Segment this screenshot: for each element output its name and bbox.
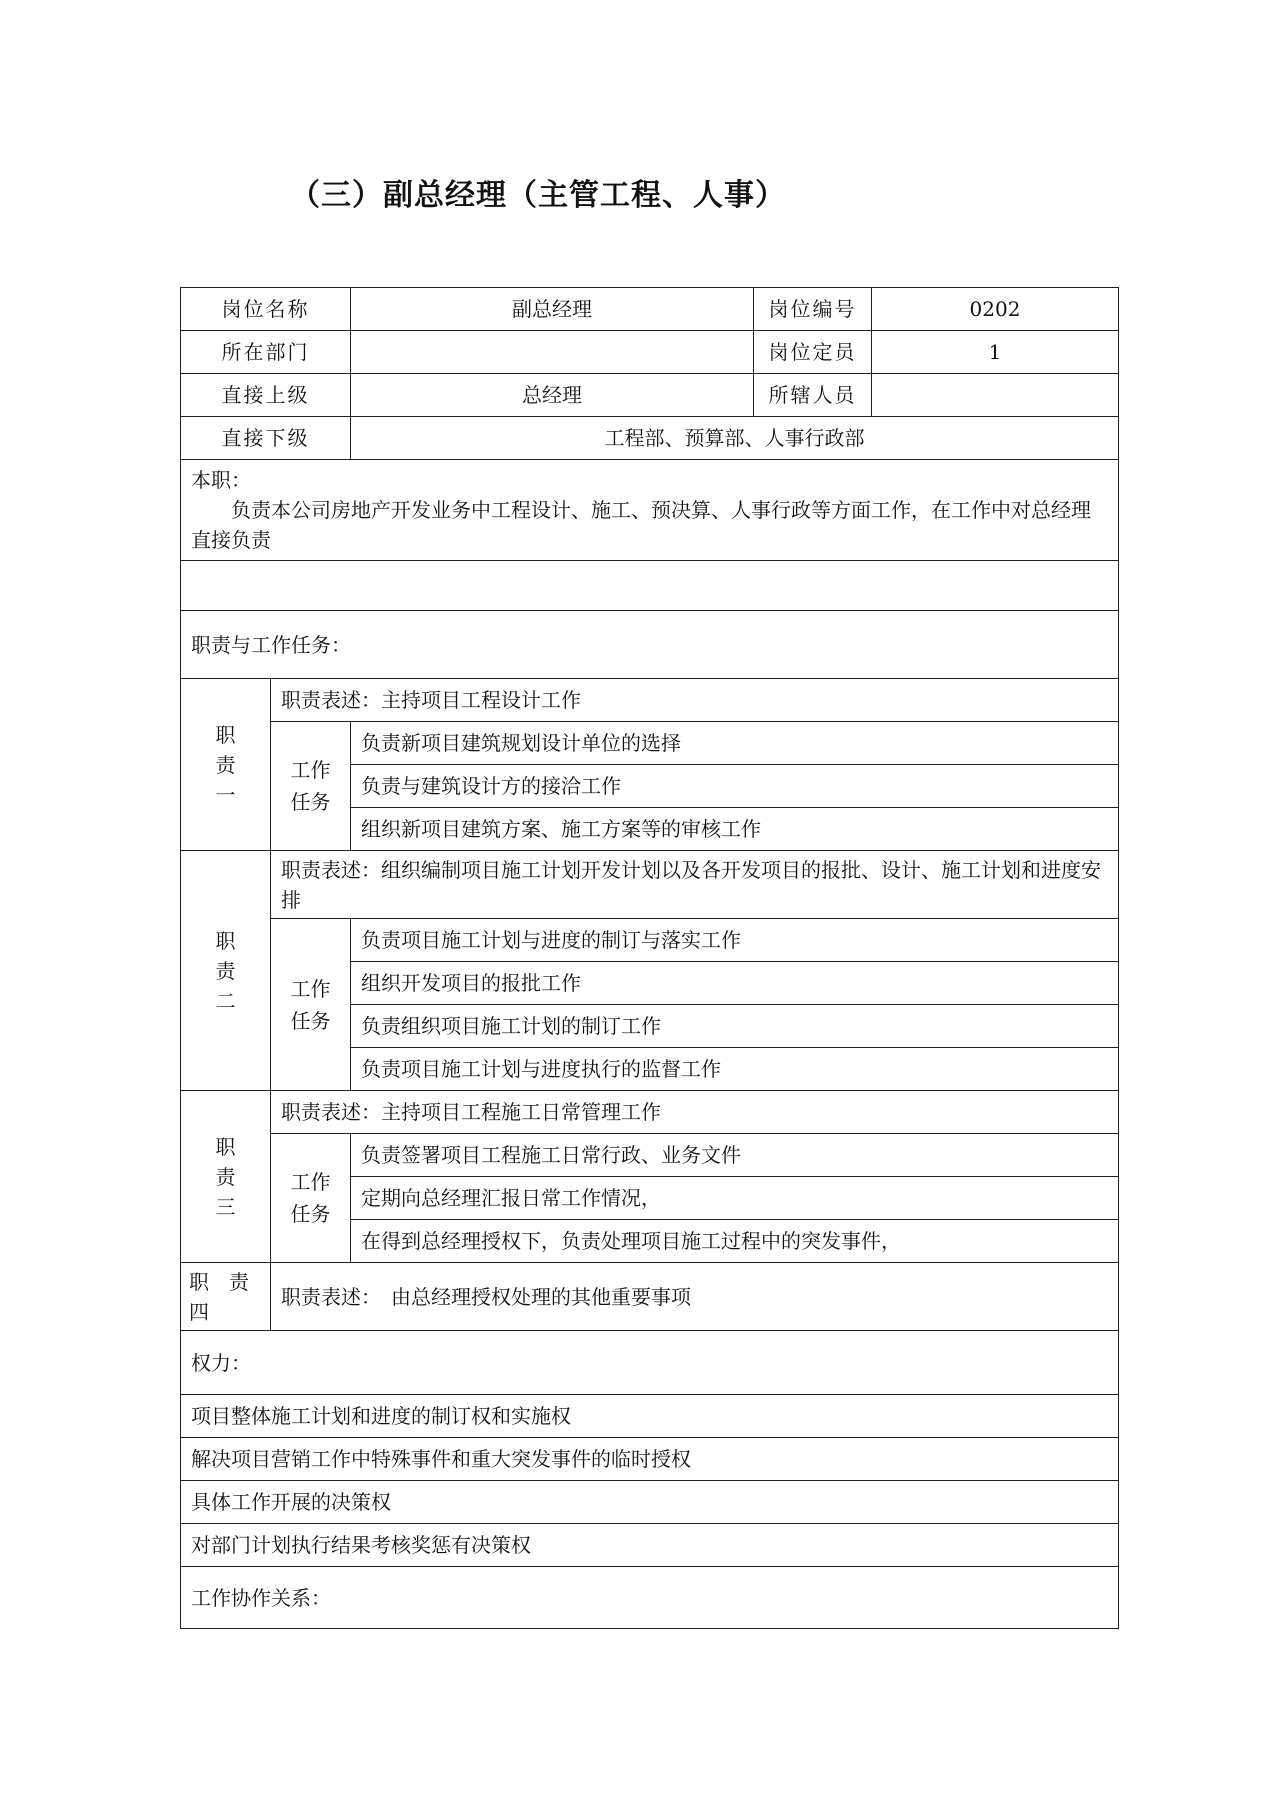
table-row [181, 1134, 1119, 1177]
duty-1-label [181, 679, 271, 851]
page-title: （三）副总经理（主管工程、人事） [290, 178, 786, 213]
headcount-value: 1 [872, 331, 1119, 374]
table-row [181, 374, 1119, 417]
power-item: 对部门计划执行结果考核奖惩有决策权 [181, 1524, 1119, 1567]
duty-2-task-1: 负责项目施工计划与进度的制订与落实工作 [351, 919, 1119, 962]
table-row [181, 561, 1119, 611]
duty-4-label: 职 责四 [181, 1263, 271, 1331]
table-row [181, 1524, 1119, 1567]
role-cell [181, 460, 1119, 561]
subordinates-count-value [872, 374, 1119, 417]
duty-3-label [181, 1091, 271, 1263]
table-row [181, 851, 1119, 919]
department-label: 所在部门 [181, 331, 351, 374]
subordinates-count-label: 所辖人员 [754, 374, 872, 417]
role-text: 负责本公司房地产开发业务中工程设计、施工、预决算、人事行政等方面工作，在工作中对总经理直接负责 [191, 498, 1091, 552]
task-label-text: 工作任务 [290, 758, 331, 814]
table-row [181, 722, 1119, 765]
table-row [181, 1438, 1119, 1481]
table-row [181, 919, 1119, 962]
duty-2-task-2: 组织开发项目的报批工作 [351, 962, 1119, 1005]
powers-header: 权力： [181, 1331, 1119, 1395]
superior-label: 直接上级 [181, 374, 351, 417]
power-item: 项目整体施工计划和进度的制订权和实施权 [181, 1395, 1119, 1438]
table-row [181, 679, 1119, 722]
duty-1-task-3: 组织新项目建筑方案、施工方案等的审核工作 [351, 808, 1119, 851]
task-label [271, 919, 351, 1091]
duty-2-task-3: 负责组织项目施工计划的制订工作 [351, 1005, 1119, 1048]
task-label [271, 1134, 351, 1263]
table-row [181, 417, 1119, 460]
table-row [181, 1481, 1119, 1524]
duty-3-task-3: 在得到总经理授权下，负责处理项目施工过程中的突发事件， [351, 1220, 1119, 1263]
duties-header: 职责与工作任务： [181, 611, 1119, 679]
duty-1-task-2: 负责与建筑设计方的接洽工作 [351, 765, 1119, 808]
role-label: 本职： [191, 468, 251, 492]
empty-cell [181, 561, 1119, 611]
position-name-label: 岗位名称 [181, 288, 351, 331]
table-row [181, 1567, 1119, 1629]
cooperation-header: 工作协作关系： [181, 1567, 1119, 1629]
duty-label-text: 职责二 [215, 928, 236, 1013]
duty-label-text: 职责三 [215, 1134, 236, 1219]
duty-1-desc: 职责表述：主持项目工程设计工作 [271, 679, 1119, 722]
position-code-label: 岗位编号 [754, 288, 872, 331]
duty-label-text: 职责一 [215, 722, 236, 807]
position-code-value: 0202 [872, 288, 1119, 331]
department-value [351, 331, 754, 374]
task-label [271, 722, 351, 851]
duty-4-desc: 职责表述： 由总经理授权处理的其他重要事项 [271, 1263, 1119, 1331]
table-row [181, 1331, 1119, 1395]
power-item: 具体工作开展的决策权 [181, 1481, 1119, 1524]
subordinate-label: 直接下级 [181, 417, 351, 460]
duty-3-task-2: 定期向总经理汇报日常工作情况， [351, 1177, 1119, 1220]
headcount-label: 岗位定员 [754, 331, 872, 374]
table-row [181, 1263, 1119, 1331]
duty-2-label [181, 851, 271, 1091]
position-name-value: 副总经理 [351, 288, 754, 331]
duty-2-desc: 职责表述：组织编制项目施工计划开发计划以及各开发项目的报批、设计、施工计划和进度安排 [271, 851, 1119, 919]
table-row [181, 611, 1119, 679]
duty-3-desc: 职责表述：主持项目工程施工日常管理工作 [271, 1091, 1119, 1134]
duty-3-task-1: 负责签署项目工程施工日常行政、业务文件 [351, 1134, 1119, 1177]
duty-1-task-1: 负责新项目建筑规划设计单位的选择 [351, 722, 1119, 765]
subordinate-value: 工程部、预算部、人事行政部 [351, 417, 1119, 460]
table-row [181, 1091, 1119, 1134]
power-item: 解决项目营销工作中特殊事件和重大突发事件的临时授权 [181, 1438, 1119, 1481]
table-row [181, 1395, 1119, 1438]
job-description-table [180, 287, 1119, 1629]
superior-value: 总经理 [351, 374, 754, 417]
table-row [181, 288, 1119, 331]
task-label-text: 工作任务 [290, 976, 331, 1033]
table-row [181, 331, 1119, 374]
table-row [181, 460, 1119, 561]
duty-2-task-4: 负责项目施工计划与进度执行的监督工作 [351, 1048, 1119, 1091]
task-label-text: 工作任务 [290, 1170, 331, 1226]
